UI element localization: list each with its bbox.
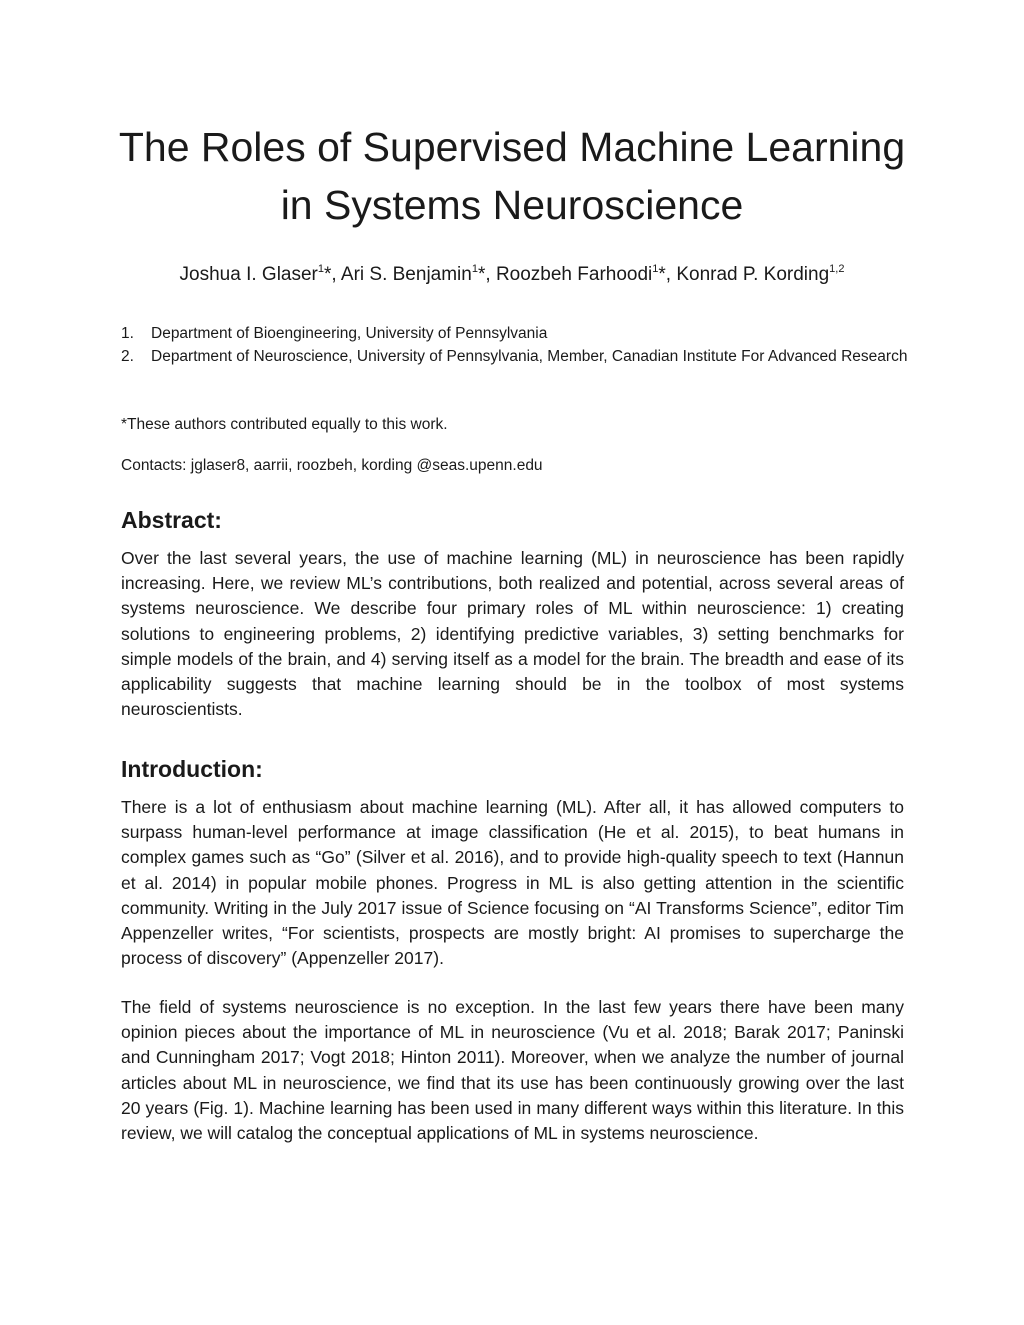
author-affiliation-marker: 1: [652, 263, 659, 275]
affiliation-text: Department of Bioengineering, University of Pennsylvania: [151, 325, 548, 342]
affiliation-text: Department of Neuroscience, University of Pennsylvania, Member, Canadian Institute For Advanced Research: [151, 347, 908, 365]
author-name: Joshua I. Glaser: [179, 264, 318, 285]
author-list: [60, 262, 964, 288]
affiliation-item: [121, 346, 911, 369]
introduction-paragraph-1: There is a lot of enthusiasm about machine learning (ML). After all, it has allowed computers to surpass human-level performance at image classification (He et al. 2015), to beat humans in complex games such as “Go” (Silver et al. 2016), and to provide high-quality speech to text (Hannun et al. 2014) in popular mobile phones. Progress in ML is also getting attention in the scientific community. Writing in the July 2017 issue of Science focusing on “AI Transforms Science”, editor Tim Appenzeller writes, “For scientists, prospects are mostly bright: AI promises to supercharge the process of discovery” (Appenzeller 2017).: [121, 797, 904, 969]
abstract-heading: Abstract:: [121, 507, 222, 533]
introduction-heading: Introduction:: [121, 756, 263, 782]
affiliation-number: 2.: [121, 347, 134, 365]
abstract-text: Over the last several years, the use of machine learning (ML) in neuroscience has been rapidly increasing. Here, we review ML’s contributions, both realized and potential, across several areas of systems neuroscience. We describe four primary roles of ML within neuroscience: 1) creating solutions to engineering problems, 2) identifying predictive variables, 3) setting benchmarks for simple models of the brain, and 4) serving itself as a model for the brain. The breadth and ease of its applicability suggests that machine learning should be in the toolbox of most systems neuroscientists.: [121, 548, 904, 720]
author-affiliation-marker: 1,2: [829, 263, 845, 275]
equal-contribution-note: *These authors contributed equally to this work.: [121, 416, 448, 433]
author-name: Roozbeh Farhoodi: [495, 264, 653, 285]
author-separator: *,: [477, 264, 496, 285]
title-line-1: The Roles of Supervised Machine Learning: [118, 124, 906, 170]
title-line-2: in Systems Neuroscience: [280, 182, 744, 228]
affiliation-item: [121, 323, 911, 346]
affiliation-number: 1.: [121, 325, 134, 342]
author-affiliation-marker: 1: [317, 263, 324, 275]
author-separator: *,: [658, 264, 677, 285]
paper-title: [60, 118, 964, 234]
contacts-line: Contacts: jglaser8, aarrii, roozbeh, kording @seas.upenn.edu: [121, 457, 543, 474]
author-affiliation-marker: 1: [471, 263, 478, 275]
author-name: Konrad P. Kording: [676, 264, 830, 285]
author-name: Ari S. Benjamin: [340, 264, 472, 285]
affiliation-list: [121, 323, 911, 368]
introduction-paragraph-2: The field of systems neuroscience is no exception. In the last few years there have been many opinion pieces about the importance of ML in neuroscience (Vu et al. 2018; Barak 2017; Paninski and Cunningham 2017; Vogt 2018; Hinton 2011). Moreover, when we analyze the number of journal articles about ML in neuroscience, we find that its use has been continuously growing over the last 20 years (Fig. 1). Machine learning has been used in many different ways within this literature. In this review, we will catalog the conceptual applications of ML in systems neuroscience.: [121, 997, 904, 1144]
author-separator: *,: [324, 264, 341, 285]
